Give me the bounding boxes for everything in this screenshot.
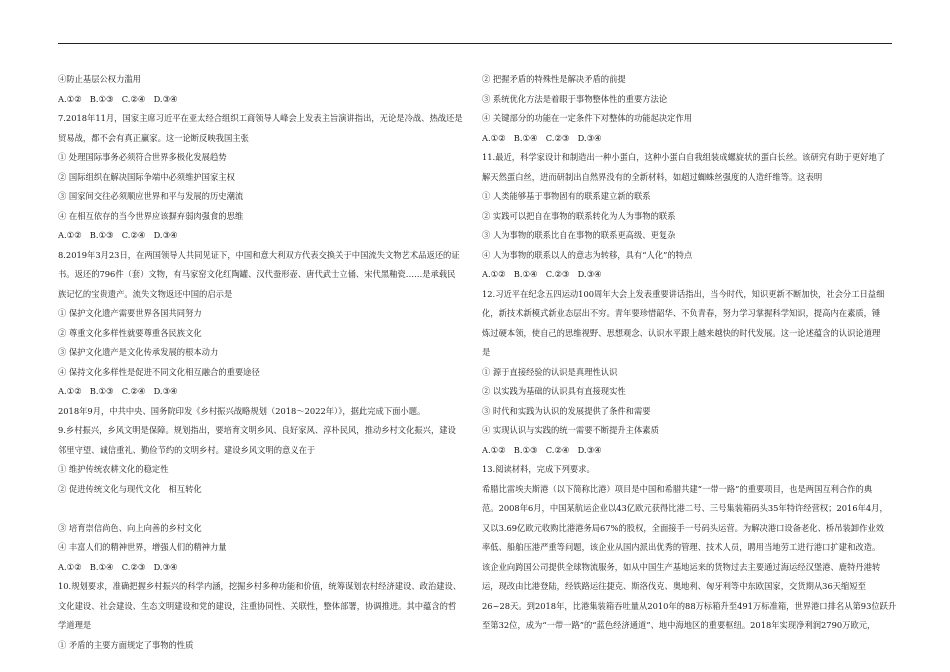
right-column-line: 12.习近平在纪念五四运动100周年大会上发表重要讲话指出，当今时代，知识更新不断加快，社会分工日益细 [482, 288, 885, 299]
left-column-line: 文化建设、社会建设、生态文明建设和党的建设，注重协同性、关联性，整体部署，协调推进。其中蕴含的哲 [58, 600, 457, 611]
right-column-line: 至第32位，成为“一带一路”的“蓝色经济通道”、地中海地区的重要枢纽。2018年实现净利润2790万欧元， [482, 620, 876, 630]
left-column-line: 7.2018年11月，国家主席习近平在亚太经合组织工商领导人峰会上发表主旨演讲指出，无论是冷战、热战还是 [58, 113, 463, 123]
right-column-line: 又以3.69亿欧元收购比港港务局67%的股权，全面接手一号码头运营。为解决港口设备老化、桥吊装卸作业效 [482, 522, 884, 533]
left-column-line: ① 处理国际事务必须符合世界多极化发展趋势 [58, 152, 227, 162]
right-column-line: 解天然蛋白丝，进而研制出自然界没有的全新材料，如超过蜘蛛丝强度的人造纤维等。这表明 [482, 171, 823, 182]
right-column-line: ④ 关键部分的功能在一定条件下对整体的功能起决定作用 [482, 113, 693, 123]
left-column-line: ③ 保护文化遗产是文化传承发展的根本动力 [58, 347, 219, 357]
right-column-line: ② 实践可以把自在事物的联系转化为人为事物的联系 [482, 210, 676, 221]
right-column-line: 该企业向跨国公司提供全球物流服务，如从中国生产基地运来的货物过去主要通过海运经汉堡港、鹿特丹港转 [482, 561, 881, 572]
left-column-line: 学道理是 [58, 620, 92, 630]
left-column-line: A.①② B.①③ C.②④ D.③④ [58, 93, 178, 104]
right-column-line: ④ 实现认识与实践的统一需要不断提升主体素质 [482, 425, 659, 435]
right-column-line: 炼过硬本领，使自己的思维视野、思想观念、认识水平跟上越来越快的时代发展。这一论述蕴含的认识论道理 [482, 327, 881, 338]
left-column-line: A.①② B.①④ C.②③ D.③④ [58, 561, 178, 572]
left-column-line: ④防止基层公权力滥用 [58, 74, 141, 84]
left-column-line: ③ 培育崇信尚色、向上向善的乡村文化 [58, 522, 202, 533]
left-column-line: ③ 国家间交往必须顺应世界和平与发展的历史潮流 [58, 191, 244, 201]
right-column-line: ① 源于直接经验的认识是真理性认识 [482, 366, 618, 377]
left-column-line: ① 保护文化遗产需要世界各国共同努力 [58, 308, 202, 318]
right-column-line: ④ 人为事物的联系以人的意志为转移，具有“人化”的特点 [482, 249, 693, 260]
right-column-line: 11.最近，科学家设计和制造出一种小蛋白，这种小蛋白自我组装成螺旋状的蛋白长丝。该研究有助于更好地了 [482, 152, 886, 162]
right-column [482, 70, 896, 636]
left-column-line: 书。返还的796件（套）文物，有马家窑文化红陶罐、汉代蚕形壶、唐代武士立俑、宋代黑釉瓷……是承载民 [58, 269, 456, 279]
left-column-line: A.①② B.①③ C.②④ D.③④ [58, 230, 178, 240]
right-column-line: 范。2008年6月，中国某航运企业以43亿欧元获得比港二号、三号集装箱码头35年特许经营权；2016年4月， [482, 503, 888, 513]
left-column-line: ① 维护传统农耕文化的稳定性 [58, 464, 169, 474]
right-column-line: ③ 人为事物的联系比自在事物的联系更高级、更复杂 [482, 230, 676, 240]
right-column-line: 化，新技术新模式新业态层出不穷。青年要珍惜韶华、不负青春，努力学习掌握科学知识，提高内在素质，锤 [482, 308, 881, 318]
left-column-line: ④ 在相互依存的当今世界应该摒弃弱肉强食的思维 [58, 210, 244, 221]
right-column-line: ② 以实践为基础的认识具有直接现实性 [482, 386, 626, 396]
left-column-line: ④ 丰富人们的精神世界，增强人们的精神力量 [58, 542, 227, 552]
left-column-line: 8.2019年3月23日，在两国领导人共同见证下，中国和意大利双方代表交换关于中国流失文物艺术品返还的证 [58, 249, 460, 260]
left-column-line: ② 国际组织在解决国际争端中必须维护国家主权 [58, 171, 235, 182]
right-column-line: 26~28天。到2018年，比港集装箱吞吐量从2010年的88万标箱升至491万标准箱，世界港口排名从第93位跃升 [482, 600, 896, 611]
right-column-line: ③ 系统优化方法是着眼于事物整体性的重要方法论 [482, 93, 668, 104]
left-column-line [58, 499, 472, 519]
right-column-line: A.①② B.①③ C.②④ D.③④ [482, 444, 602, 455]
right-column-line: ② 把握矛盾的特殊性是解决矛盾的前提 [482, 74, 626, 84]
left-column-line: 贸易战，都不会有真正赢家。这一论断反映我国主张 [58, 132, 249, 143]
right-column-line: ① 人类能够基于事物固有的联系建立新的联系 [482, 191, 651, 201]
right-column-line: A.①② B.①④ C.②③ D.③④ [482, 132, 602, 143]
right-column-line: 运，现改由比港登陆，经铁路运往捷克、斯洛伐克、奥地利、匈牙利等中东欧国家，交货期从36天缩短至 [482, 581, 866, 591]
left-column-line: ② 尊重文化多样性就要尊重各民族文化 [58, 327, 202, 338]
right-column-line: A.①② B.①④ C.②③ D.③④ [482, 269, 602, 279]
left-column-line: ② 促进传统文化与现代文化 相互转化 [58, 483, 202, 494]
left-column-line: 2018年9月，中共中央、国务院印发《乡村振兴战略规划（2018～2022年）》，据此完成下面小题。 [58, 405, 426, 416]
left-column-line: 族记忆的宝贵遗产。流失文物返还中国的启示是 [58, 288, 233, 299]
left-column [58, 70, 472, 655]
left-column-line: 9.乡村振兴，乡风文明是保障。规划指出，要培育文明乡风、良好家风、淳朴民风，推动乡村文化振兴，建设 [58, 425, 456, 435]
right-column-line: 率低、船舶压港严重等问题，该企业从国内派出优秀的管理、技术人员，聘用当地劳工进行港口扩建和改造。 [482, 542, 881, 552]
left-column-line: 邻里守望、诚信重礼、勤俭节约的文明乡村。建设乡风文明的意义在于 [58, 444, 316, 455]
left-column-line: ④ 保持文化多样性是促进不同文化相互融合的重要途径 [58, 366, 260, 377]
right-column-line: 是 [482, 347, 491, 357]
right-column-line: ③ 时代和实践为认识的发展提供了条件和需要 [482, 405, 651, 416]
left-column-line: ① 矛盾的主要方面规定了事物的性质 [58, 639, 194, 650]
left-column-line: 10.规划要求，准确把握乡村振兴的科学内涵，挖掘乡村多种功能和价值，统筹谋划农村经济建设、政治建设、 [58, 581, 462, 591]
left-column-line: A.①② B.①③ C.②④ D.③④ [58, 386, 178, 396]
right-column-line: 希腊比雷埃夫斯港（以下简称比港）项目是中国和希腊共建“一带一路”的重要项目，也是两国互利合作的典 [482, 483, 873, 494]
right-column-line: 13.阅读材料，完成下列要求。 [482, 464, 595, 474]
header-rule [58, 43, 892, 44]
